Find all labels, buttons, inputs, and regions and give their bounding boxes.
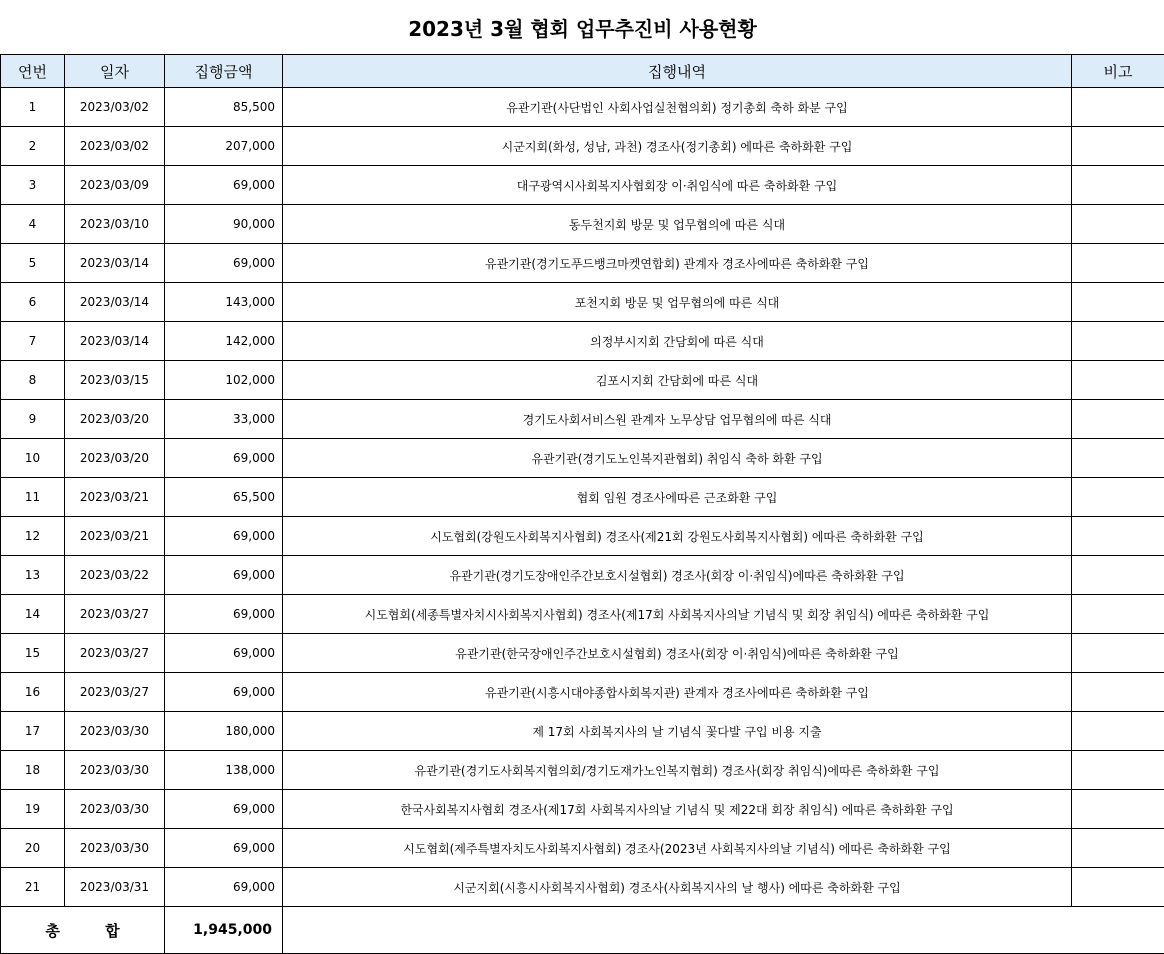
row-amount: 69,000 — [165, 829, 283, 868]
header-row — [1, 55, 1164, 88]
table-row — [1, 205, 1164, 244]
row-number: 9 — [1, 400, 65, 439]
row-description: 유관기관(시흥시대야종합사회복지관) 관계자 경조사에따른 축하화환 구입 — [283, 673, 1072, 712]
row-note — [1072, 127, 1164, 166]
table-row — [1, 712, 1164, 751]
row-description: 경기도사회서비스원 관계자 노무상담 업무협의에 따른 식대 — [283, 400, 1072, 439]
row-note — [1072, 439, 1164, 478]
row-description: 대구광역시사회복지사협회장 이·취임식에 따른 축하화환 구입 — [283, 166, 1072, 205]
row-amount: 69,000 — [165, 634, 283, 673]
row-number: 13 — [1, 556, 65, 595]
row-description: 김포시지회 간담회에 따른 식대 — [283, 361, 1072, 400]
row-date: 2023/03/15 — [65, 361, 165, 400]
row-amount: 69,000 — [165, 868, 283, 907]
total-row — [1, 907, 1164, 954]
row-date: 2023/03/22 — [65, 556, 165, 595]
table-row — [1, 634, 1164, 673]
table-row — [1, 673, 1164, 712]
row-description: 유관기관(경기도장애인주간보호시설협회) 경조사(회장 이·취임식)에따른 축하화환 구입 — [283, 556, 1072, 595]
row-date: 2023/03/10 — [65, 205, 165, 244]
row-note — [1072, 634, 1164, 673]
row-note — [1072, 790, 1164, 829]
row-date: 2023/03/27 — [65, 673, 165, 712]
row-amount: 65,500 — [165, 478, 283, 517]
row-note — [1072, 322, 1164, 361]
row-date: 2023/03/20 — [65, 439, 165, 478]
row-number: 6 — [1, 283, 65, 322]
total-amount: 1,945,000 — [165, 907, 283, 954]
row-note — [1072, 166, 1164, 205]
row-amount: 143,000 — [165, 283, 283, 322]
row-number: 16 — [1, 673, 65, 712]
row-amount: 142,000 — [165, 322, 283, 361]
row-description: 한국사회복지사협회 경조사(제17회 사회복지사의날 기념식 및 제22대 회장 취임식) 에따른 축하화환 구입 — [283, 790, 1072, 829]
header-amount: 집행금액 — [165, 55, 283, 88]
row-note — [1072, 712, 1164, 751]
table-row — [1, 517, 1164, 556]
table-row — [1, 556, 1164, 595]
row-note — [1072, 205, 1164, 244]
row-amount: 69,000 — [165, 556, 283, 595]
row-note — [1072, 517, 1164, 556]
table-row — [1, 88, 1164, 127]
row-number: 14 — [1, 595, 65, 634]
row-description: 포천지회 방문 및 업무협의에 따른 식대 — [283, 283, 1072, 322]
header-date: 일자 — [65, 55, 165, 88]
row-date: 2023/03/30 — [65, 790, 165, 829]
row-description: 시군지회(시흥시사회복지사협회) 경조사(사회복지사의 날 행사) 에따른 축하화환 구입 — [283, 868, 1072, 907]
row-number: 15 — [1, 634, 65, 673]
row-note — [1072, 751, 1164, 790]
header-no: 연번 — [1, 55, 65, 88]
table-row — [1, 244, 1164, 283]
row-number: 5 — [1, 244, 65, 283]
row-number: 11 — [1, 478, 65, 517]
row-number: 3 — [1, 166, 65, 205]
row-date: 2023/03/27 — [65, 634, 165, 673]
row-number: 10 — [1, 439, 65, 478]
row-description: 의정부시지회 간담회에 따른 식대 — [283, 322, 1072, 361]
table-row — [1, 166, 1164, 205]
row-date: 2023/03/27 — [65, 595, 165, 634]
row-amount: 69,000 — [165, 439, 283, 478]
table-row — [1, 400, 1164, 439]
total-label: 총 합 — [1, 907, 165, 954]
row-number: 12 — [1, 517, 65, 556]
table-row — [1, 478, 1164, 517]
total-empty-cell — [283, 907, 1164, 954]
row-description: 시군지회(화성, 성남, 과천) 경조사(정기총회) 에따른 축하화환 구입 — [283, 127, 1072, 166]
row-number: 7 — [1, 322, 65, 361]
table-row — [1, 283, 1164, 322]
row-date: 2023/03/30 — [65, 829, 165, 868]
row-date: 2023/03/14 — [65, 244, 165, 283]
row-date: 2023/03/30 — [65, 751, 165, 790]
row-date: 2023/03/31 — [65, 868, 165, 907]
row-description: 시도협회(세종특별자치시사회복지사협회) 경조사(제17회 사회복지사의날 기념식 및 회장 취임식) 에따른 축하화환 구입 — [283, 595, 1072, 634]
row-note — [1072, 673, 1164, 712]
row-date: 2023/03/14 — [65, 322, 165, 361]
row-description: 유관기관(한국장애인주간보호시설협회) 경조사(회장 이·취임식)에따른 축하화환 구입 — [283, 634, 1072, 673]
row-description: 시도협회(강원도사회복지사협회) 경조사(제21회 강원도사회복지사협회) 에따른 축하화환 구입 — [283, 517, 1072, 556]
row-description: 유관기관(경기도노인복지관협회) 취임식 축하 화환 구입 — [283, 439, 1072, 478]
report-title: 2023년 3월 협회 업무추진비 사용현황 — [1, 0, 1164, 55]
row-number: 21 — [1, 868, 65, 907]
row-date: 2023/03/21 — [65, 478, 165, 517]
header-description: 집행내역 — [283, 55, 1072, 88]
row-note — [1072, 868, 1164, 907]
row-number: 2 — [1, 127, 65, 166]
row-description: 유관기관(사단법인 사회사업실천협의회) 정기총회 축하 화분 구입 — [283, 88, 1072, 127]
row-amount: 90,000 — [165, 205, 283, 244]
row-description: 동두천지회 방문 및 업무협의에 따른 식대 — [283, 205, 1072, 244]
row-note — [1072, 556, 1164, 595]
row-date: 2023/03/09 — [65, 166, 165, 205]
row-number: 1 — [1, 88, 65, 127]
row-note — [1072, 400, 1164, 439]
row-description: 제 17회 사회복지사의 날 기념식 꽃다발 구입 비용 지출 — [283, 712, 1072, 751]
row-date: 2023/03/14 — [65, 283, 165, 322]
row-number: 20 — [1, 829, 65, 868]
row-date: 2023/03/02 — [65, 127, 165, 166]
row-note — [1072, 595, 1164, 634]
table-row — [1, 829, 1164, 868]
title-row — [1, 0, 1164, 55]
row-number: 17 — [1, 712, 65, 751]
row-amount: 33,000 — [165, 400, 283, 439]
row-amount: 102,000 — [165, 361, 283, 400]
row-amount: 69,000 — [165, 595, 283, 634]
row-amount: 69,000 — [165, 244, 283, 283]
row-description: 협회 임원 경조사에따른 근조화환 구입 — [283, 478, 1072, 517]
row-number: 18 — [1, 751, 65, 790]
table-row — [1, 361, 1164, 400]
row-description: 유관기관(경기도푸드뱅크마켓연합회) 관계자 경조사에따른 축하화환 구입 — [283, 244, 1072, 283]
row-number: 4 — [1, 205, 65, 244]
row-date: 2023/03/21 — [65, 517, 165, 556]
row-number: 8 — [1, 361, 65, 400]
table-row — [1, 790, 1164, 829]
table-row — [1, 439, 1164, 478]
row-amount: 138,000 — [165, 751, 283, 790]
row-number: 19 — [1, 790, 65, 829]
row-date: 2023/03/02 — [65, 88, 165, 127]
table-row — [1, 868, 1164, 907]
row-amount: 69,000 — [165, 790, 283, 829]
row-date: 2023/03/30 — [65, 712, 165, 751]
table-row — [1, 127, 1164, 166]
row-note — [1072, 283, 1164, 322]
row-amount: 69,000 — [165, 673, 283, 712]
row-note — [1072, 478, 1164, 517]
row-amount: 69,000 — [165, 517, 283, 556]
table-row — [1, 751, 1164, 790]
row-amount: 207,000 — [165, 127, 283, 166]
row-note — [1072, 88, 1164, 127]
table-row — [1, 595, 1164, 634]
row-description: 시도협회(제주특별자치도사회복지사협회) 경조사(2023년 사회복지사의날 기념식) 에따른 축하화환 구입 — [283, 829, 1072, 868]
row-date: 2023/03/20 — [65, 400, 165, 439]
row-note — [1072, 244, 1164, 283]
row-amount: 180,000 — [165, 712, 283, 751]
row-amount: 69,000 — [165, 166, 283, 205]
row-description: 유관기관(경기도사회복지협의회/경기도재가노인복지협회) 경조사(회장 취임식)에따른 축하화환 구입 — [283, 751, 1072, 790]
table-row — [1, 322, 1164, 361]
row-amount: 85,500 — [165, 88, 283, 127]
header-note: 비고 — [1072, 55, 1164, 88]
row-note — [1072, 829, 1164, 868]
row-note — [1072, 361, 1164, 400]
